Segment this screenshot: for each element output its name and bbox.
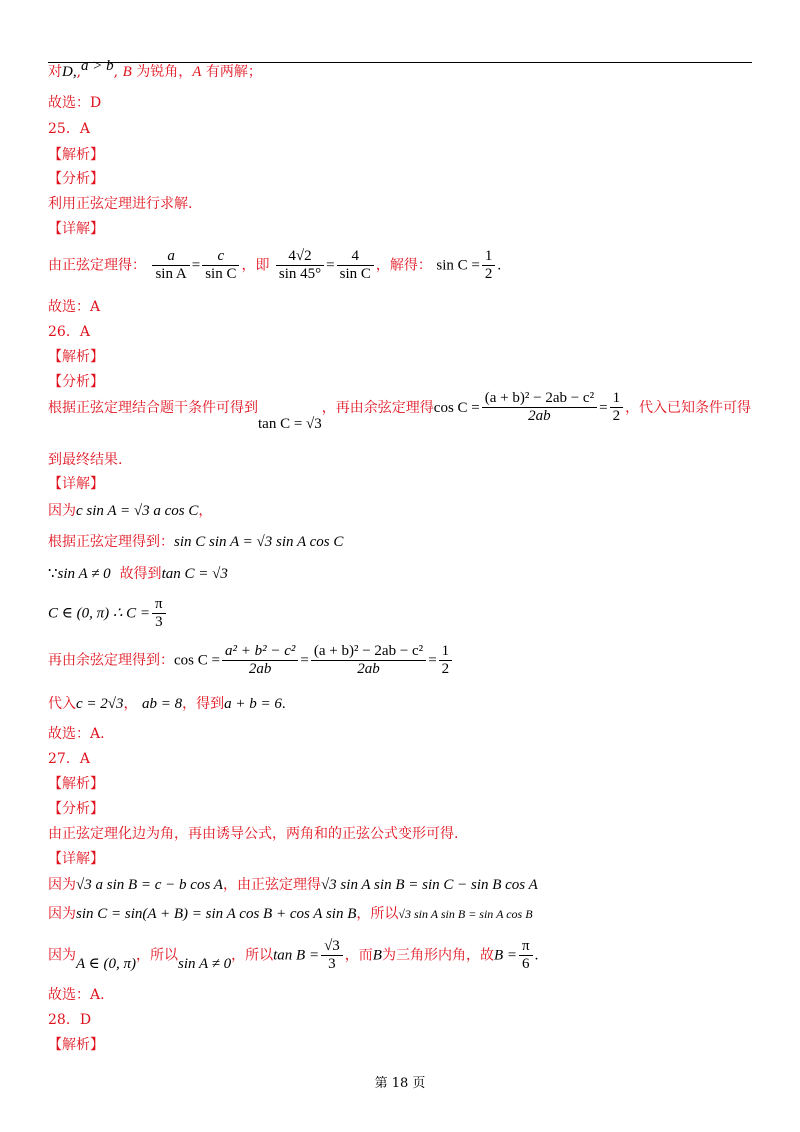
section-jiexi: 【解析】	[48, 349, 104, 365]
section-xiangjie: 【详解】	[48, 851, 104, 867]
section-xiangjie: 【详解】	[48, 221, 104, 237]
fraction: $\frac{a}{\text{sin A}}$	[152, 248, 189, 283]
step-line: 再由余弦定理得到：cos C = $\frac{\text{a² + b² − c²}}{2ab}$ = $\frac{\text{(a + b)² − 2ab − c²}}{2ab}$ = $\frac{1}{2}$	[48, 643, 454, 678]
question-number-25: 25．A	[48, 121, 90, 137]
answer-line: 故选：A.	[48, 726, 105, 742]
step-line: 因为A ∈ (0, π)，所以sin A ≠ 0，所以tan B = $\frac{√3}{3}$ ，而B为三角形内角，故B = $\frac{\pi}{6}$ .	[48, 938, 539, 972]
line-1: 对D,,a > b, B 为锐角，A 有两解；	[48, 58, 262, 80]
section-fenxi: 【分析】	[48, 374, 104, 390]
page-footer: 第 18 页	[374, 1076, 426, 1091]
section-fenxi: 【分析】	[48, 801, 104, 817]
section-jiexi: 【解析】	[48, 1037, 104, 1053]
analysis-text-26: 根据正弦定理结合题干条件可得到tan C = √3，再由余弦定理得cos C = $\frac{\text{(a + b)² − 2ab − c²}}{2ab}$ = $\frac{1}{2}$ ，代入已知条件可得	[48, 390, 752, 432]
question-number-27: 27．A	[48, 751, 90, 767]
section-xiangjie: 【详解】	[48, 476, 104, 492]
answer-line: 故选：A	[48, 299, 101, 315]
fraction: $\frac{c}{\text{sin C}}$	[202, 248, 239, 283]
fraction: $\frac{4√2}{\sin 45^\circ}$	[276, 248, 324, 283]
step-line: 因为√3 a sin B = c − b cos A，由正弦定理得√3 sin A sin B = sin C − sin B cos A	[48, 877, 538, 893]
equation-line-25: 由正弦定理得： $\frac{a}{\text{sin A}}$ = $\frac{c}{\text{sin C}}$ ，即 $\frac{4√2}{\sin 45^\circ}$ = $\frac{4}{\text{sin C}}$ ，解得： sin C = $\frac{1}{2}$ .	[48, 248, 502, 282]
answer-line: 故选：A.	[48, 987, 105, 1003]
fraction: $\frac{4}{\text{sin C}}$	[337, 248, 374, 283]
section-fenxi: 【分析】	[48, 171, 104, 187]
question-number-26: 26．A	[48, 324, 90, 340]
step-line: 因为c sin A = √3 a cos C，	[48, 503, 213, 519]
analysis-text: 利用正弦定理进行求解.	[48, 196, 193, 212]
question-number-28: 28．D	[48, 1012, 92, 1028]
section-jiexi: 【解析】	[48, 147, 104, 163]
step-line: 因为sin C = sin(A + B) = sin A cos B + cos A sin B，所以√3 sin A sin B = sin A cos B	[48, 906, 533, 922]
analysis-text-26-cont: 到最终结果.	[48, 452, 123, 468]
section-jiexi: 【解析】	[48, 776, 104, 792]
fraction: $\frac{1}{2}$	[482, 248, 496, 283]
answer-line: 故选：D	[48, 95, 102, 111]
step-line: C ∈ (0, π) ∴ C = $\frac{\pi}{3}$	[48, 596, 168, 631]
analysis-text-27: 由正弦定理化边为角，再由诱导公式，两角和的正弦公式变形可得.	[48, 826, 459, 842]
step-line: 根据正弦定理得到：sin C sin A = √3 sin A cos C	[48, 534, 344, 550]
step-line: 代入c = 2√3， ab = 8，得到a + b = 6.	[48, 696, 286, 712]
step-line: ∵sin A ≠ 0 故得到tan C = √3	[48, 566, 228, 582]
